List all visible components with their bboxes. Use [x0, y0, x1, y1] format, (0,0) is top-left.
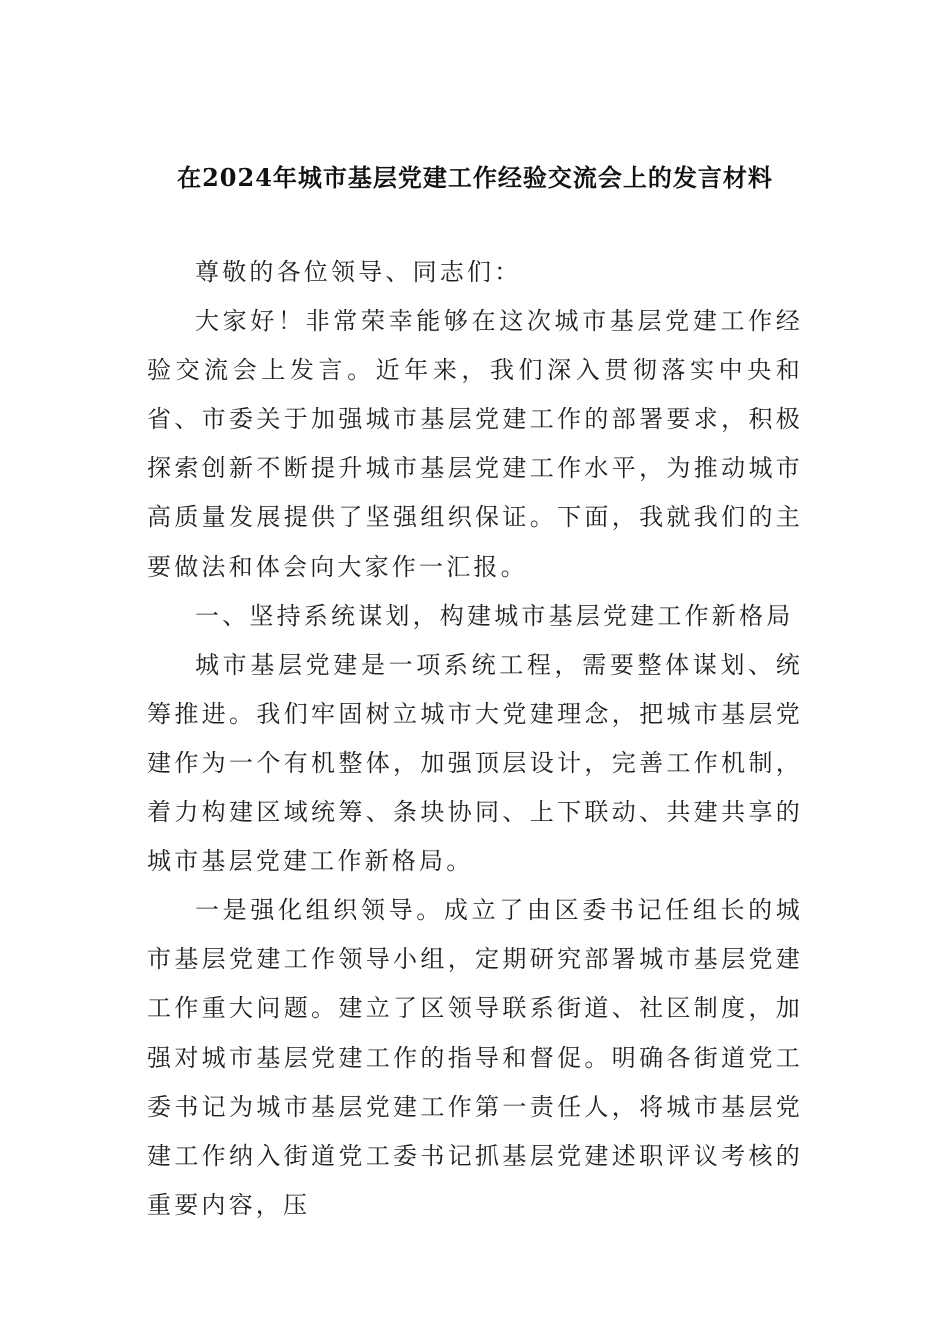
section-1-paragraph: 城市基层党建是一项系统工程，需要整体谋划、统筹推进。我们牢固树立城市大党建理念，把城市基层党建作为一个有机整体，加强顶层设计，完善工作机制，着力构建区域统筹、条块协同、上下联动、共建共享的城市基层党建工作新格局。	[147, 650, 803, 876]
point-1-paragraph: 一是强化组织领导。成立了由区委书记任组长的城市基层党建工作领导小组，定期研究部署城市基层党建工作重大问题。建立了区领导联系街道、社区制度，加强对城市基层党建工作的指导和督促。明确各街道党工委书记为城市基层党建工作第一责任人，将城市基层党建工作纳入街道党工委书记抓基层党建述职评议考核的重要内容，压	[147, 896, 803, 1219]
document-body	[147, 248, 803, 1230]
salutation-paragraph: 尊敬的各位领导、同志们：	[195, 258, 522, 286]
section-heading-1: 一、坚持系统谋划，构建城市基层党建工作新格局	[195, 601, 794, 630]
document-title: 在2024年城市基层党建工作经验交流会上的发言材料	[177, 163, 773, 192]
opening-paragraph: 大家好！非常荣幸能够在这次城市基层党建工作经验交流会上发言。近年来，我们深入贯彻落实中央和省、市委关于加强城市基层党建工作的部署要求，积极探索创新不断提升城市基层党建工作水平，为推动城市高质量发展提供了坚强组织保证。下面，我就我们的主要做法和体会向大家作一汇报。	[147, 307, 803, 581]
